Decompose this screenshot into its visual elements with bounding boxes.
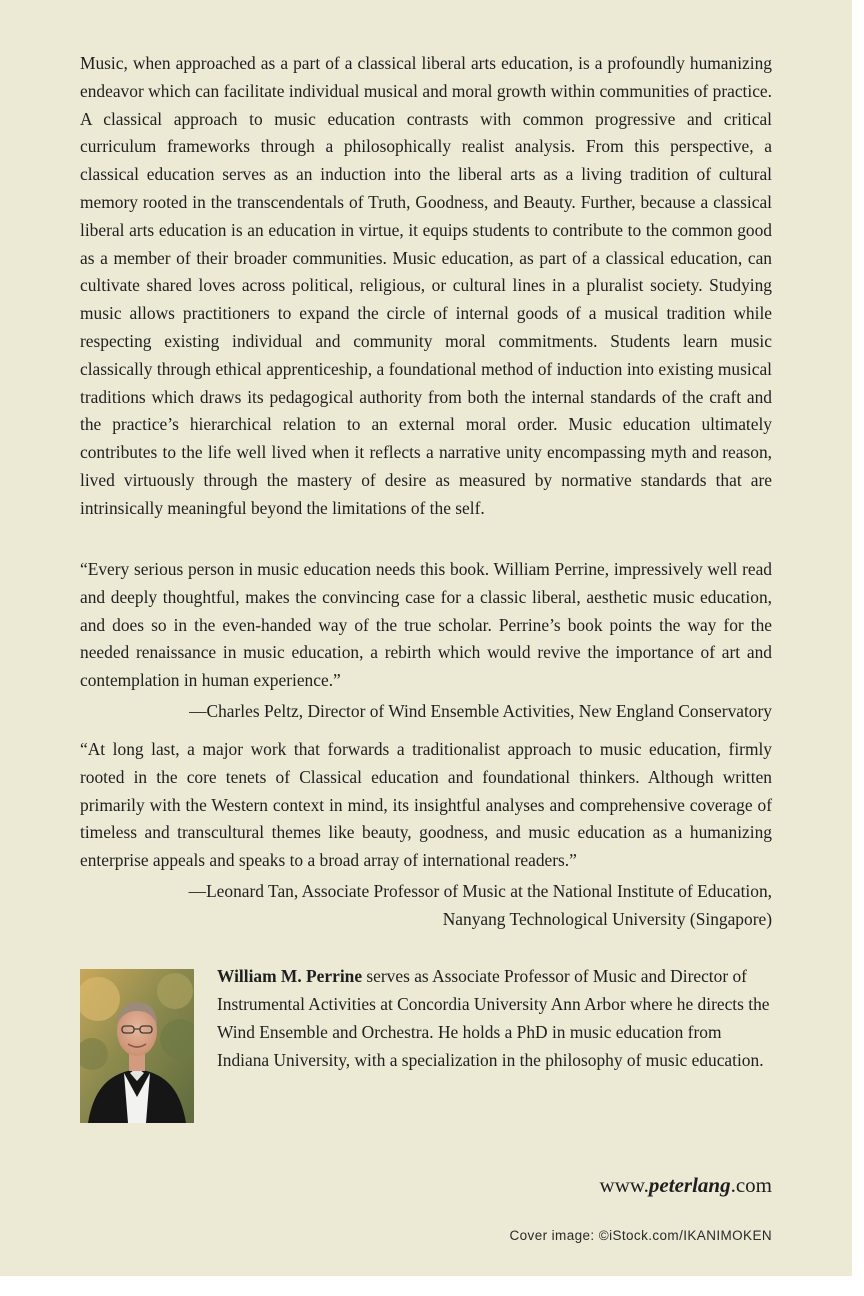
endorsement-attribution-tan	[80, 878, 772, 934]
attribution-line: —Leonard Tan, Associate Professor of Music at the National Institute of Education,	[188, 881, 772, 901]
publisher-website[interactable]	[600, 1171, 772, 1199]
cover-image-credit: Cover image: ©iStock.com/IKANIMOKEN	[509, 1228, 772, 1243]
website-brand: peterlang	[648, 1173, 731, 1197]
book-description: Music, when approached as a part of a classical liberal arts education, is a profoundly humanizing endeavor which can facilitate individual musical and moral growth within communities of practice. A classical approach to music education contrasts with common progressive and critical curriculum frameworks through a philosophically realist analysis. From this perspective, a classical education serves as an induction into the liberal arts as a living tradition of cultural memory rooted in the transcendentals of Truth, Goodness, and Beauty. Further, because a classical liberal arts education is an education in virtue, it equips students to contribute to the common good as a member of their broader communities. Music education, as part of a classical education, can cultivate shared loves across political, religious, or cultural lines in a pluralist society. Studying music allows practitioners to expand the circle of internal goods of a musical tradition while respecting existing individual and community moral commitments. Students learn music classically through ethical apprenticeship, a foundational method of induction into existing musical traditions which draws its pedagogical authority from both the internal standards of the craft and the practice’s hierarchical relation to an external moral order. Music education ultimately contributes to the life well lived when it reflects a narrative unity encompassing myth and reason, lived virtuously through the mastery of desire as measured by normative standards that are intrinsically meaningful beyond the limitations of the self.	[80, 53, 772, 518]
endorsement-attribution-peltz	[80, 698, 772, 726]
author-bio	[217, 962, 772, 1074]
website-suffix: .com	[730, 1173, 772, 1197]
author-photo	[80, 969, 194, 1123]
attribution-line: Nanyang Technological University (Singapore)	[442, 908, 772, 929]
endorsement-quote-tan: “At long last, a major work that forwards a traditionalist approach to music education, firmly rooted in the core tenets of Classical education and foundational thinkers. Although written primarily with the Western context in mind, its insightful analyses and comprehensive coverage of timeless and transcultural themes like beauty, goodness, and music education as a humanizing enterprise appeals and speaks to a broad array of international readers.”	[80, 739, 772, 871]
website-prefix: www.	[599, 1173, 649, 1197]
author-name: William M. Perrine	[217, 966, 363, 986]
attribution-line: —Charles Peltz, Director of Wind Ensemble Activities, New England Conservatory	[189, 701, 772, 721]
author-bio-text: serves as Associate Professor of Music and Director of Instrumental Activities at Concordia University Ann Arbor where he directs the Wind Ensemble and Orchestra. He holds a PhD in music education from Indiana University, with a specialization in the philosophy of music education.	[217, 966, 770, 1070]
endorsement-quote-peltz: “Every serious person in music education needs this book. William Perrine, impressively well read and deeply thoughtful, makes the convincing case for a classic liberal, aesthetic music education, and does so in the even-handed way of the true scholar. Perrine’s book points the way for the needed renaissance in music education, a rebirth which would revive the importance of art and contemplation in human experience.”	[80, 559, 772, 691]
